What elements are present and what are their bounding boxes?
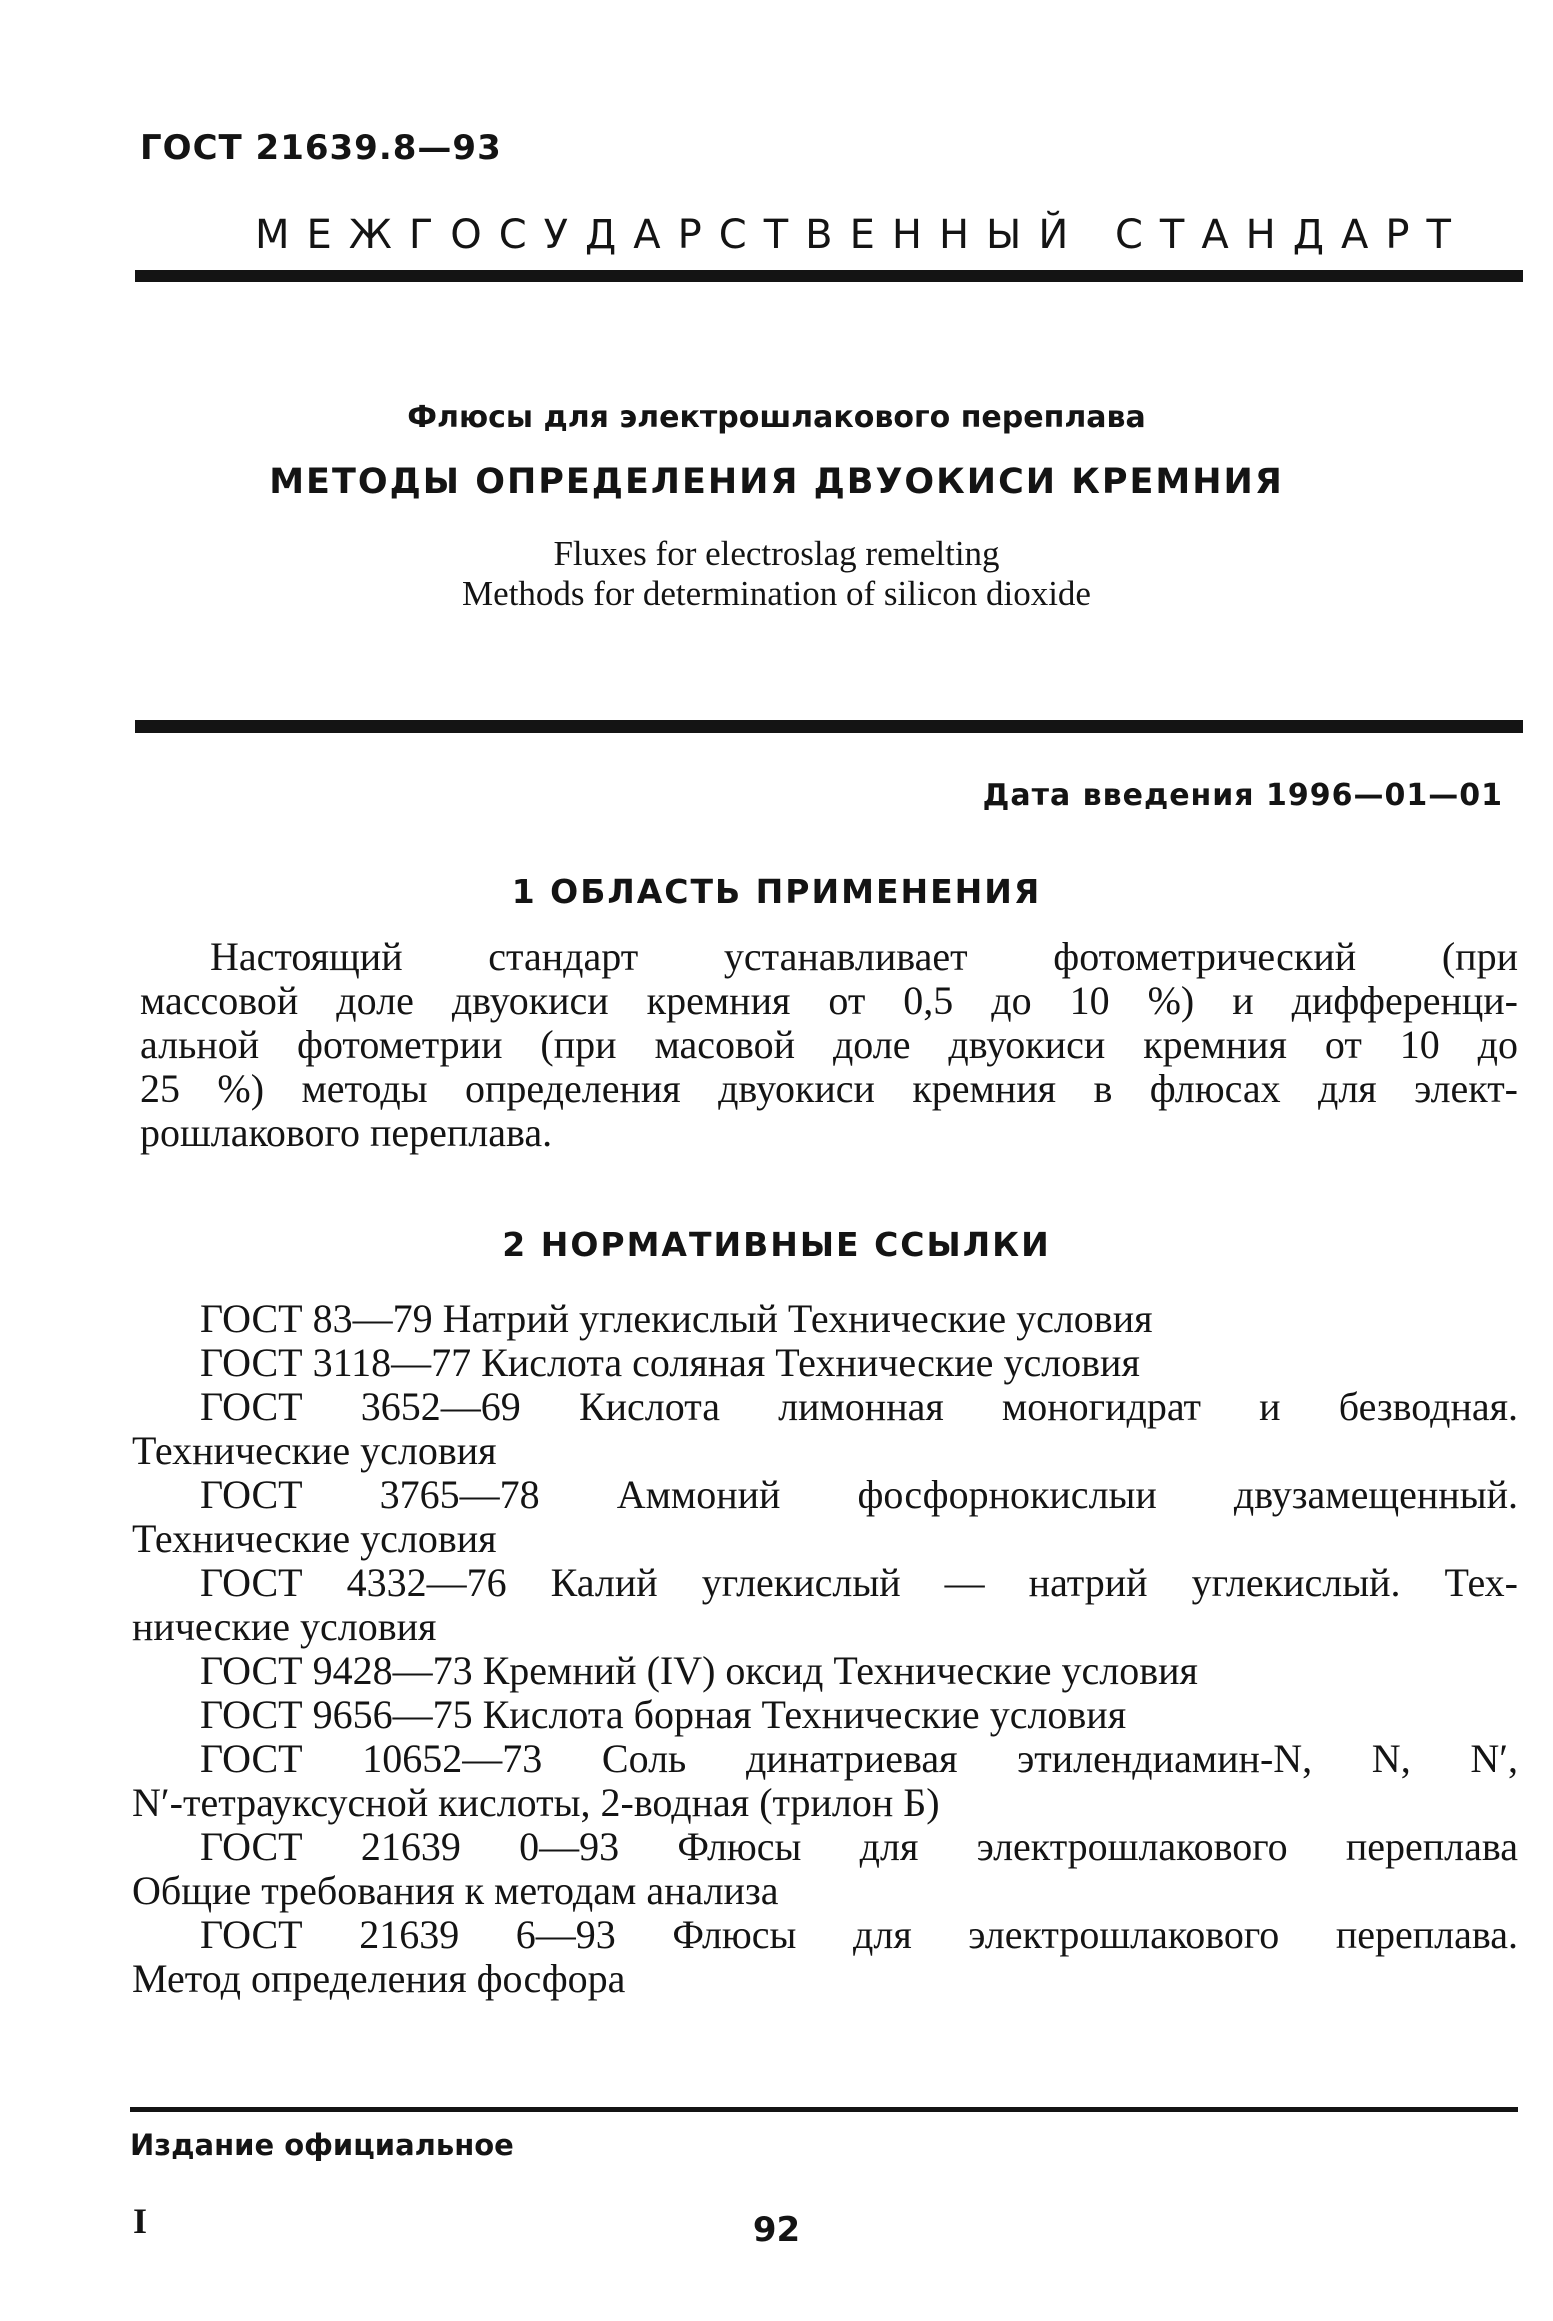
reference-line: ГОСТ 3118—77 Кислота соляная Технические условия <box>200 1340 1140 1385</box>
document-title: МЕТОДЫ ОПРЕДЕЛЕНИЯ ДВУОКИСИ КРЕМНИЯ <box>269 462 1284 502</box>
document-number: ГОСТ 21639.8—93 <box>140 128 502 168</box>
introduction-date: Дата введения 1996—01—01 <box>982 778 1503 813</box>
section-1-paragraph <box>140 935 1518 1155</box>
reference-line: ГОСТ 9656—75 Кислота борная Технические условия <box>200 1692 1127 1737</box>
reference-line: ГОСТ 3652—69 Кислота лимонная моногидрат и безводная. <box>200 1384 1518 1429</box>
reference-line: Метод определения фосфора <box>132 1956 626 2001</box>
reference-line: нические условия <box>132 1604 437 1649</box>
normative-references <box>132 1297 1518 2001</box>
page-number: 92 <box>752 2210 801 2250</box>
paragraph-line: рошлакового переплава. <box>140 1110 553 1155</box>
reference-line: ГОСТ 21639 6—93 Флюсы для электрошлакового переплава. <box>200 1912 1518 1957</box>
reference-line: N′-тетрауксусной кислоты, 2-водная (трилон Б) <box>132 1780 940 1825</box>
reference-line: Общие требования к методам анализа <box>132 1868 779 1913</box>
corner-mark: I <box>133 2201 148 2241</box>
title-rule <box>135 720 1523 733</box>
paragraph-line: Настоящий стандарт устанавливает фотометрический (при <box>210 934 1518 979</box>
paragraph-line: 25 %) методы определения двуокиси кремния в флюсах для элект- <box>140 1066 1518 1111</box>
english-title-line-1: Fluxes for electroslag remelting <box>553 534 1000 573</box>
reference-line: Технические условия <box>132 1428 497 1473</box>
reference-line: ГОСТ 83—79 Натрий углекислый Технические условия <box>200 1296 1153 1341</box>
section-1-heading: 1 ОБЛАСТЬ ПРИМЕНЕНИЯ <box>511 872 1042 911</box>
paragraph-line: альной фотометрии (при масовой доле двуокиси кремния от 10 до <box>140 1022 1518 1067</box>
reference-line: ГОСТ 9428—73 Кремний (IV) оксид Технические условия <box>200 1648 1198 1693</box>
reference-line: Технические условия <box>132 1516 497 1561</box>
english-title-line-2: Methods for determination of silicon dioxide <box>462 574 1091 613</box>
reference-line: ГОСТ 10652—73 Соль динатриевая этилендиамин-N, N, N′, <box>200 1736 1518 1781</box>
reference-line: ГОСТ 21639 0—93 Флюсы для электрошлакового переплава <box>200 1824 1518 1869</box>
reference-line: ГОСТ 4332—76 Калий углекислый — натрий углекислый. Тех- <box>200 1560 1518 1605</box>
reference-line: ГОСТ 3765—78 Аммоний фосфорнокислыи двузамещенный. <box>200 1472 1518 1517</box>
header-banner: МЕЖГОСУДАРСТВЕННЫЙ СТАНДАРТ <box>255 212 1468 258</box>
footer-rule <box>130 2107 1518 2112</box>
section-2-heading: 2 НОРМАТИВНЫЕ ССЫЛКИ <box>502 1225 1051 1264</box>
document-subtitle: Флюсы для электрошлакового переплава <box>407 400 1146 435</box>
edition-label: Издание официальное <box>130 2128 514 2162</box>
paragraph-line: массовой доле двуокиси кремния от 0,5 до 10 %) и дифференци- <box>140 978 1518 1023</box>
header-rule <box>135 270 1523 282</box>
